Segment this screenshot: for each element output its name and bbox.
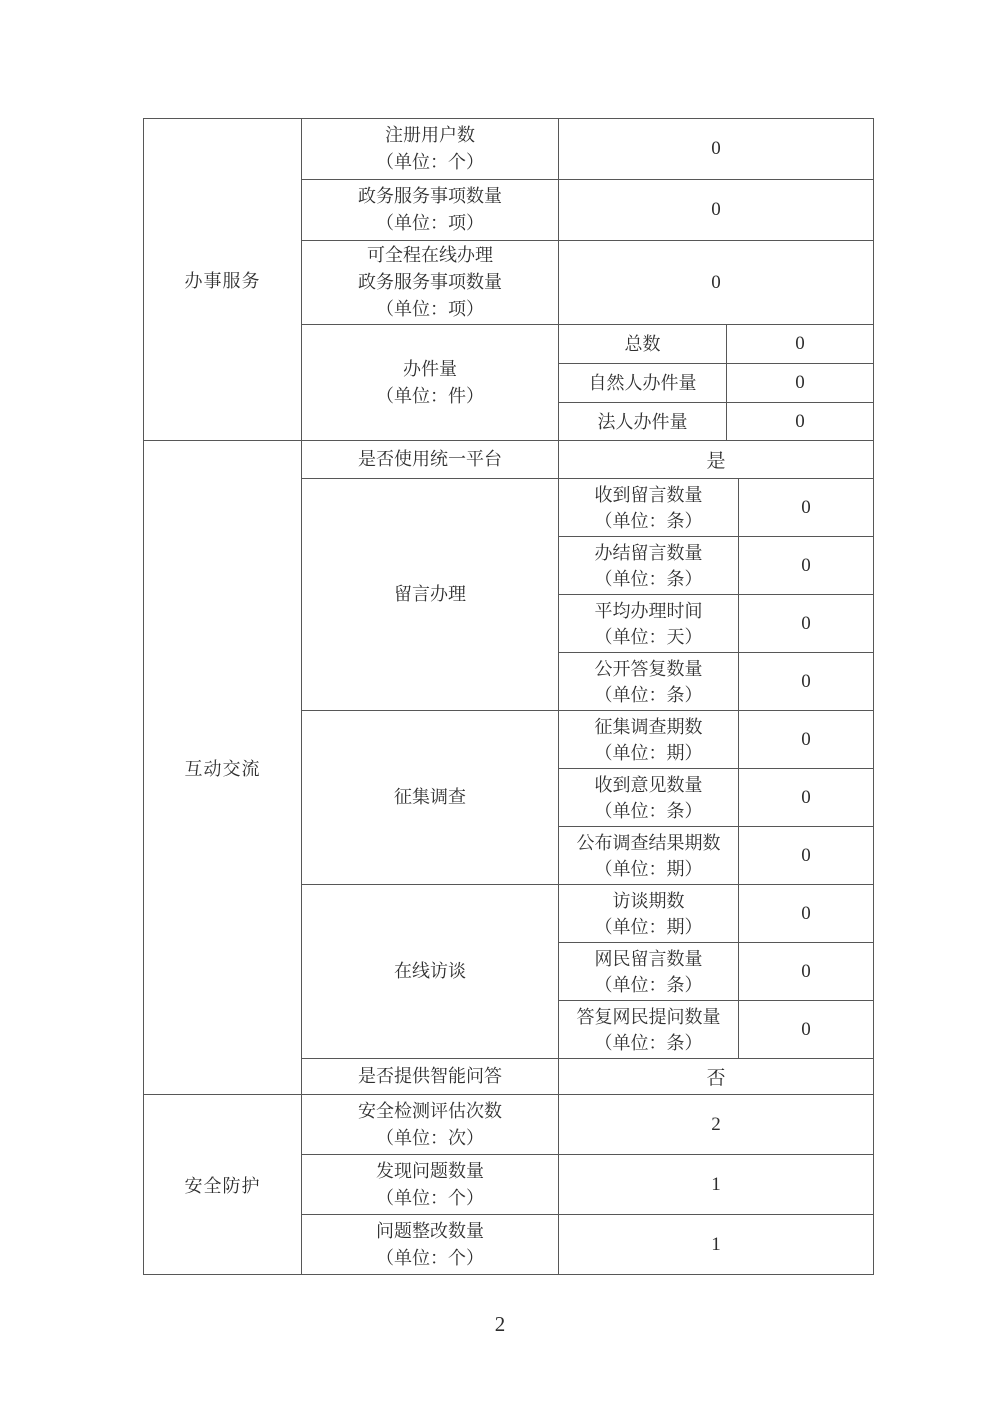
submetric-label-cell — [559, 479, 739, 537]
submetric-label-cell — [559, 653, 739, 711]
metric-label: 政务服务事项数量 — [358, 272, 502, 292]
submetric-label-cell — [559, 595, 739, 653]
metric-label: 征集调查 — [394, 787, 466, 807]
metric-unit: （单位：个） — [376, 1247, 484, 1268]
metric-label-cell — [302, 241, 559, 325]
metric-unit: （单位：次） — [376, 1127, 484, 1148]
metric-label-cell — [302, 325, 559, 441]
metric-value-cell: 否 — [559, 1059, 874, 1095]
metric-value-cell: 是 — [559, 441, 874, 479]
metric-label-cell — [302, 1095, 559, 1155]
group-label-interaction: 互动交流 — [144, 441, 302, 1095]
submetric-unit: （单位：条） — [594, 974, 703, 995]
metric-label-cell — [302, 1155, 559, 1215]
submetric-label: 法人办件量 — [597, 411, 688, 432]
metric-label-cell — [302, 441, 559, 479]
submetric-label: 总数 — [624, 334, 661, 354]
table-section-security — [143, 1094, 874, 1275]
table-row — [144, 1095, 874, 1155]
metric-unit: （单位：项） — [376, 299, 484, 319]
submetric-value-cell: 0 — [727, 403, 874, 441]
submetric-label: 公开答复数量 — [594, 658, 703, 679]
submetric-label-cell — [559, 827, 739, 885]
metric-label: 是否使用统一平台 — [358, 449, 502, 469]
metric-label: 办件量 — [403, 358, 457, 379]
submetric-value-cell: 0 — [739, 943, 874, 1001]
metric-value-cell: 1 — [559, 1215, 874, 1275]
submetric-label: 办结留言数量 — [594, 542, 703, 563]
submetric-label: 网民留言数量 — [594, 948, 703, 969]
metric-label: 在线访谈 — [394, 961, 466, 981]
metric-unit: （单位：个） — [376, 152, 484, 172]
table-section-interaction — [143, 440, 874, 1095]
submetric-unit: （单位：条） — [594, 800, 703, 821]
group-label-services: 办事服务 — [144, 119, 302, 441]
submetric-label-cell — [559, 403, 727, 441]
submetric-value-cell: 0 — [739, 885, 874, 943]
submetric-value-cell: 0 — [739, 769, 874, 827]
submetric-value-cell: 0 — [739, 653, 874, 711]
submetric-unit: （单位：条） — [594, 1032, 703, 1053]
submetric-label-cell — [559, 364, 727, 403]
metric-value-cell: 0 — [559, 241, 874, 325]
metric-value-cell: 1 — [559, 1155, 874, 1215]
submetric-label-cell — [559, 885, 739, 943]
submetric-value-cell: 0 — [727, 364, 874, 403]
submetric-label: 收到留言数量 — [594, 484, 703, 505]
submetric-label: 平均办理时间 — [594, 600, 703, 621]
metric-value-cell: 2 — [559, 1095, 874, 1155]
submetric-unit: （单位：条） — [594, 684, 703, 705]
metric-unit: （单位：个） — [376, 1187, 484, 1208]
submetric-unit: （单位：期） — [594, 858, 703, 879]
metric-label-cell — [302, 479, 559, 711]
submetric-unit: （单位：期） — [594, 916, 703, 937]
submetric-label-cell — [559, 711, 739, 769]
metric-label: 是否提供智能问答 — [358, 1066, 502, 1086]
metric-label-cell — [302, 1059, 559, 1095]
submetric-value-cell: 0 — [739, 537, 874, 595]
submetric-value-cell: 0 — [739, 595, 874, 653]
submetric-value-cell: 0 — [739, 711, 874, 769]
metric-label: 政务服务事项数量 — [358, 186, 502, 206]
table-row — [144, 441, 874, 479]
submetric-value-cell: 0 — [739, 1001, 874, 1059]
submetric-label-cell — [559, 325, 727, 364]
group-label-security: 安全防护 — [144, 1095, 302, 1275]
metric-label-cell — [302, 1215, 559, 1275]
metric-unit: （单位：项） — [376, 213, 484, 233]
metric-label-cell — [302, 885, 559, 1059]
metric-unit: （单位：件） — [376, 385, 484, 406]
metric-label: 问题整改数量 — [376, 1220, 484, 1241]
submetric-label-cell — [559, 769, 739, 827]
metric-label-cell — [302, 711, 559, 885]
submetric-value-cell: 0 — [739, 479, 874, 537]
submetric-label: 收到意见数量 — [594, 774, 703, 795]
metric-label: 可全程在线办理 — [367, 245, 493, 265]
metric-label-cell — [302, 180, 559, 241]
submetric-unit: （单位：条） — [594, 568, 703, 589]
submetric-label-cell — [559, 943, 739, 1001]
submetric-label-cell — [559, 1001, 739, 1059]
metric-value-cell: 0 — [559, 119, 874, 180]
submetric-value-cell: 0 — [727, 325, 874, 364]
metric-label: 安全检测评估次数 — [358, 1100, 502, 1121]
table-section-services — [143, 118, 874, 441]
submetric-label: 征集调查期数 — [594, 716, 703, 737]
submetric-label: 自然人办件量 — [588, 373, 697, 393]
metric-label: 发现问题数量 — [376, 1160, 484, 1181]
page-number: 2 — [494, 1312, 506, 1336]
submetric-value-cell: 0 — [739, 827, 874, 885]
metric-value-cell: 0 — [559, 180, 874, 241]
submetric-unit: （单位：条） — [594, 510, 703, 531]
submetric-label-cell — [559, 537, 739, 595]
submetric-unit: （单位：天） — [594, 626, 703, 647]
submetric-label: 公布调查结果期数 — [576, 832, 721, 853]
submetric-unit: （单位：期） — [594, 742, 703, 763]
submetric-label: 访谈期数 — [612, 890, 685, 911]
metric-label: 留言办理 — [394, 584, 466, 604]
submetric-label: 答复网民提问数量 — [576, 1006, 721, 1027]
metric-label: 注册用户数 — [385, 125, 475, 145]
table-row — [144, 119, 874, 180]
metric-label-cell — [302, 119, 559, 180]
